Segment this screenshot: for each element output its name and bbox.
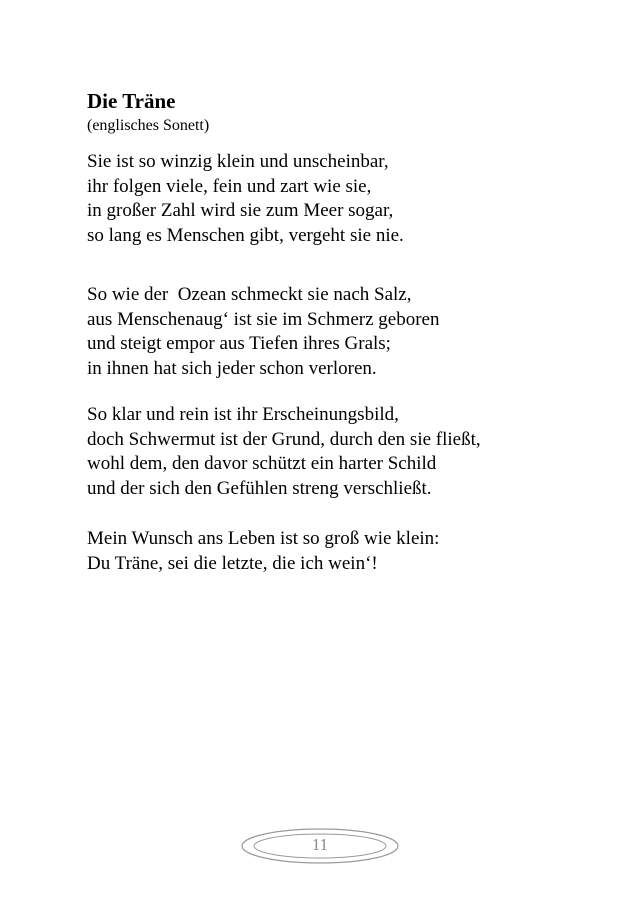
verse-line: So klar und rein ist ihr Erscheinungsbild, (87, 404, 399, 425)
verse-line: ihr folgen viele, fein und zart wie sie, (87, 175, 372, 197)
stanza-4 (87, 527, 439, 576)
verse-line: und steigt empor aus Tiefen ihres Grals; (87, 333, 391, 354)
verse-line: So wie der Ozean schmeckt sie nach Salz, (87, 284, 412, 305)
verse-line: aus Menschenaug‘ ist sie im Schmerz geboren (87, 308, 440, 330)
verse-line: Sie ist so winzig klein und unscheinbar, (87, 151, 389, 172)
verse-line: in großer Zahl wird sie zum Meer sogar, (87, 200, 394, 221)
poem-subtitle: (englisches Sonett) (87, 117, 210, 134)
verse-line: und der sich den Gefühlen streng verschließt. (87, 477, 432, 499)
verse-line: Du Träne, sei die letzte, die ich wein‘! (87, 552, 378, 574)
page-number-ornament (240, 826, 400, 866)
stanza-3 (87, 403, 481, 501)
stanza-2 (87, 283, 439, 381)
verse-line: in ihnen hat sich jeder schon verloren. (87, 357, 377, 379)
stanza-1 (87, 150, 404, 248)
page-number: 11 (311, 835, 329, 854)
verse-line: so lang es Menschen gibt, vergeht sie nie. (87, 224, 404, 246)
verse-line: Mein Wunsch ans Leben ist so groß wie klein: (87, 528, 440, 549)
verse-line: wohl dem, den davor schützt ein harter Schild (87, 453, 437, 474)
verse-line: doch Schwermut ist der Grund, durch den sie fließt, (87, 428, 481, 450)
poem-title: Die Träne (87, 89, 176, 113)
